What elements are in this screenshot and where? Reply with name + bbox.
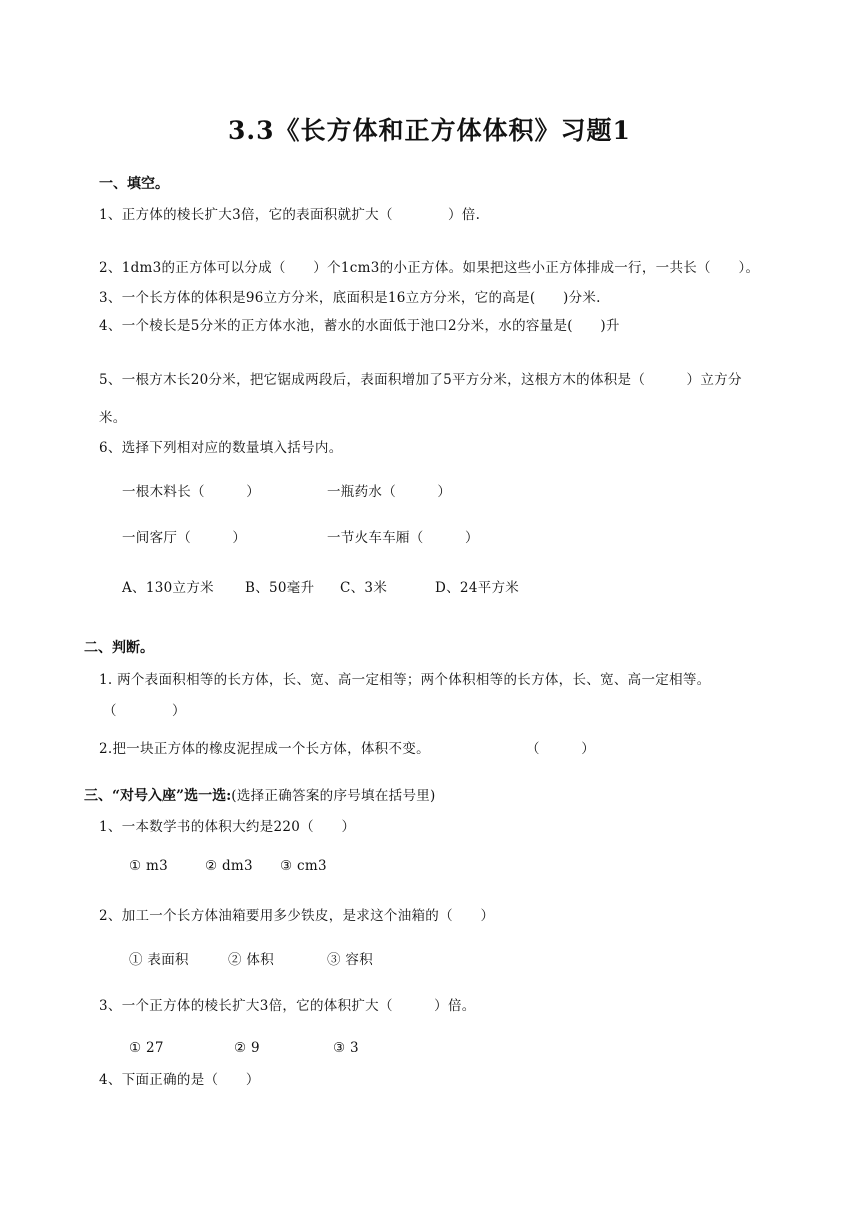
matching-option-a: A、130立方米 — [122, 580, 214, 596]
matching-item-medicine: 一瓶药水（ ） — [327, 484, 452, 500]
section-heading-choose-title: 三、“对号入座”选一选: — [84, 788, 232, 804]
choice-question-2: 2、加工一个长方体油箱要用多少铁皮，是求这个油箱的（ ） — [99, 908, 495, 924]
choice-question-3: 3、一个正方体的棱长扩大3倍，它的体积扩大（ ）倍。 — [99, 998, 476, 1014]
question-1-5-continuation: 米。 — [99, 410, 127, 426]
choice-3-option-3: ③ 3 — [333, 1040, 359, 1056]
matching-item-living-room: 一间客厅（ ） — [122, 530, 247, 546]
page-title: 3.3《长方体和正方体体积》习题1 — [228, 116, 631, 145]
judge-question-2: 2.把一块正方体的橡皮泥捏成一个长方体，体积不变。 — [99, 741, 430, 757]
choice-2-option-1: ① 表面积 — [129, 952, 189, 968]
section-heading-judge: 二、判断。 — [84, 640, 154, 656]
matching-option-d: D、24平方米 — [435, 580, 520, 596]
question-1-4: 4、一个棱长是5分米的正方体水池，蓄水的水面低于池口2分米，水的容量是( )升 — [99, 318, 620, 334]
question-1-2: 2、1dm3的正方体可以分成（ ）个1cm3的小正方体。如果把这些小正方体排成一行，一共长（ ）。 — [99, 260, 760, 276]
judge-question-1: 1. 两个表面积相等的长方体，长、宽、高一定相等；两个体积相等的长方体，长、宽、高一定相等。 — [99, 672, 711, 688]
choice-3-option-1: ① 27 — [129, 1040, 164, 1056]
judge-answer-paren-2: （ ） — [526, 741, 595, 757]
choice-2-option-3: ③ 容积 — [327, 952, 373, 968]
choice-1-option-2: ② dm3 — [205, 858, 253, 874]
choice-2-option-2: ② 体积 — [228, 952, 274, 968]
matching-item-wood: 一根木料长（ ） — [122, 484, 260, 500]
question-1-3: 3、一个长方体的体积是96立方分米，底面积是16立方分米，它的高是( )分米. — [99, 290, 601, 306]
choice-1-option-1: ① m3 — [129, 858, 168, 874]
choice-question-1: 1、一本数学书的体积大约是220（ ） — [99, 819, 356, 835]
choice-question-4: 4、下面正确的是（ ） — [99, 1072, 260, 1088]
matching-option-b: B、50毫升 — [245, 580, 315, 596]
matching-option-c: C、3米 — [340, 580, 388, 596]
judge-answer-paren-1: （ ） — [103, 703, 186, 719]
section-heading-choose — [84, 784, 436, 805]
choice-3-option-2: ② 9 — [234, 1040, 260, 1056]
section-heading-choose-instructions: (选择正确答案的序号填在括号里) — [231, 788, 436, 804]
question-1-6: 6、选择下列相对应的数量填入括号内。 — [99, 440, 343, 456]
section-heading-fill-in: 一、填空。 — [99, 176, 169, 192]
question-1-5: 5、一根方木长20分米，把它锯成两段后，表面积增加了5平方分米，这根方木的体积是（ ）立方分 — [99, 372, 742, 388]
choice-1-option-3: ③ cm3 — [280, 858, 327, 874]
matching-item-train-car: 一节火车车厢（ ） — [327, 530, 479, 546]
question-1-1: 1、正方体的棱长扩大3倍，它的表面积就扩大（ ）倍. — [99, 207, 481, 223]
